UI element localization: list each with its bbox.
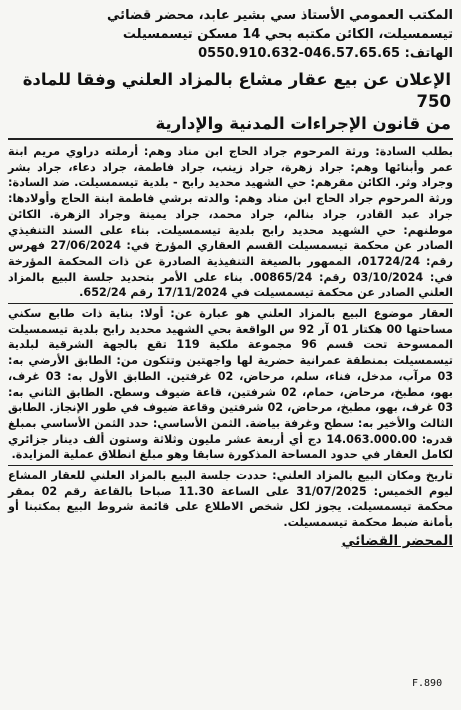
bailiff-signature: المحضر القضائي — [341, 532, 453, 549]
reference-code: F.890 — [412, 678, 443, 689]
parties-paragraph: بطلب السادة: ورثة المرحوم جراد الحاج ابن مناد وهم: أرملته دراوي مريم ابنة عمر وأبنائها وهم: جراد زهرة، جراد زينب، جراد فاطمة، جراد دعاء، جراد بشر وجراد وثر. الكائن مقرهم: حي الشهيد محديد رابح - بلدية تيسمسيلت. ضد السادة: ورثة المرحوم جراد الحاج ابن مناد وهم: والدته برشي فاطمة ابنة الحاج وأولادها: جراد عبد القادر، جراد بنالم، جراد محمد، جراد يمينة وجراد الزهرة. الكائن موطنهم: حي الشهيد محديد رابح بلدية تيسمسيلت. بناء على السند التنفيذي الصادر عن محكمة تيسمسيلت القسم العقاري المؤرخ في: 27/06/2024 فهرس رقم: 01724/24، الممهور بالصيغة التنفيذية الصادرة عن ذات المحكمة المؤرخة في: 03/10/2024 رقم: 00865/24. بناء على الأمر بتحديد جلسة البيع بالمزاد العلني الصادر عن محكمة تيسمسيلت في 17/11/2024 رقم 652/24. — [8, 145, 454, 300]
office-header — [8, 6, 453, 63]
notice-title-line2: من قانون الإجراءات المدنية والإدارية — [155, 114, 451, 133]
section-divider-1 — [8, 303, 453, 304]
section-divider-2 — [8, 465, 453, 466]
office-name: المكتب العمومي الأستاذ سي بشير عابد، محضر قضائي — [107, 8, 453, 23]
office-address: تيسمسيلت، الكائن مكتبه بحي 14 مسكن تيسمسيلت — [122, 27, 453, 42]
notice-title — [8, 69, 451, 135]
notice-body — [8, 144, 453, 531]
property-paragraph: العقار موضوع البيع بالمزاد العلني هو عبارة عن: أولا: بناية ذات طابع سكني مساحتها 00 هكتار 01 آر 92 س الواقعة بحي الشهيد محديد رابح بلدية تيسمسيلت الممسوحة تحت قسم 96 مجموعة ملكية 119 تقع بالجهة الشرقية لبلدية تيسمسيلت بمنطقة عمرانية حضرية لها واجهتين وتتكون من: الطابق الأرضي به: 03 مرآب، مدخل، فناء، سلم، مرحاض، 02 غرفتين. الطابق الأول به: 03 غرف، بهو، مطبخ، مرحاض، حمام، 02 شرفتين، قاعة ضيوف وسطح. الطابق الثاني به: 03 غرف، بهو، مطبخ، مرحاض، 02 شرفتين وقاعة ضيوف في طور الإنجاز. الطابق الثالث والأخير به: سطح وغرفة بياضة. الثمن الأساسي: حدد الثمن الأساسي بمبلغ قدره: 14.063.000.00 دج أي أربعة عشر مليون وثلاثة وستون ألف دينار جزائري لكامل العقار في حدود المساحة المذكورة سابقا وهو مبلغ انطلاق عملية المزايدة. — [8, 307, 454, 462]
office-phone: الهاتف: 046.57.65.65-0550.910.632 — [198, 46, 453, 61]
title-divider — [8, 138, 453, 140]
notice-title-line1: الإعلان عن بيع عقار مشاع بالمزاد العلني وفقا للمادة 750 — [22, 70, 451, 111]
sale-date-paragraph: تاريخ ومكان البيع بالمزاد العلني: حددت جلسة البيع بالمزاد العلني للعقار المشاع ليوم الخميس: 31/07/2025 على الساعة 11.30 صباحا بالقاعة رقم 02 بمقر محكمة تيسمسيلت. يجوز لكل شخص الاطلاع على قائمة شروط البيع بمكتبنا أو بأمانة ضبط محكمة تيسمسيلت. — [8, 469, 454, 530]
